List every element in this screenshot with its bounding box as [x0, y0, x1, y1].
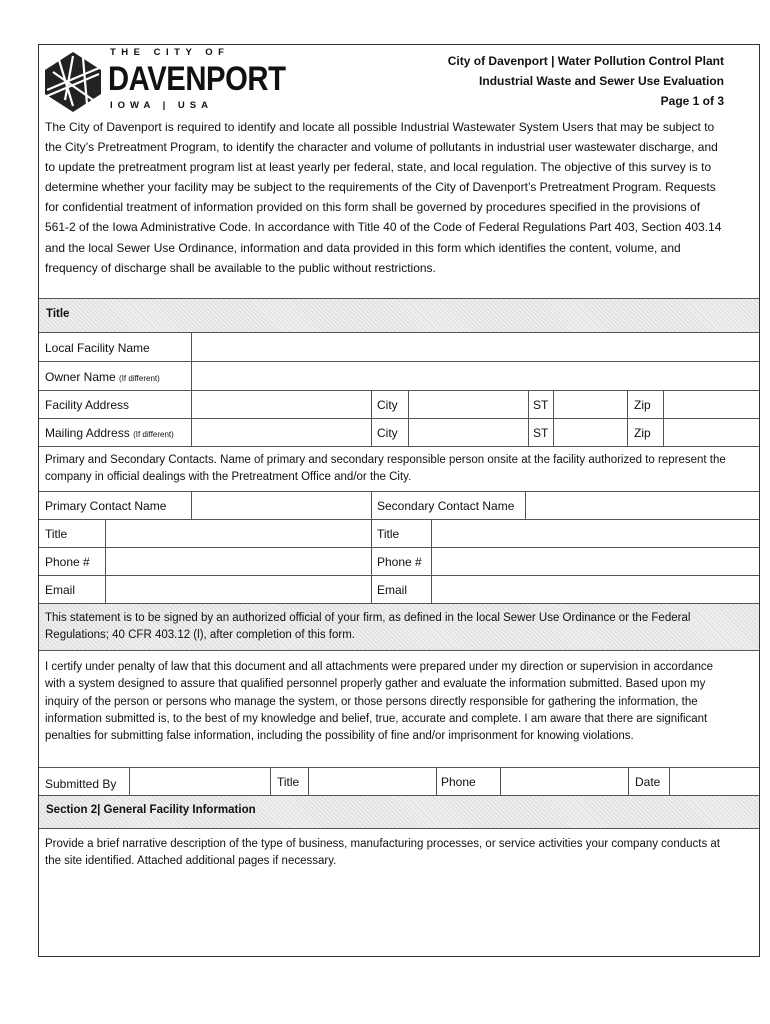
primary-title-label: Title	[45, 527, 68, 541]
primary-phone-field[interactable]	[106, 548, 370, 575]
logo-line-city-of: THE CITY OF	[110, 47, 230, 58]
owner-name-label: Owner Name (If different)	[45, 370, 160, 384]
mailing-address-label: Mailing Address (If different)	[45, 426, 174, 440]
facility-zip-field[interactable]	[664, 391, 758, 418]
signer-phone-field[interactable]	[501, 768, 627, 795]
contacts-description: Primary and Secondary Contacts. Name of primary and secondary responsible person onsite at the facility authorized to represent the company in official dealings with the Pretreatment Office and/or the City.	[45, 454, 726, 483]
secondary-email-label: Email	[377, 583, 408, 597]
intro-paragraph: The City of Davenport is required to identify and locate all possible Industrial Wastewater System Users that may be subject to the City’s Pretreatment Program, to identify the character and volume of pollutants in industrial user wastewater discharge, and to update the pretreatment program list at least yearly per federal, state, and local regulation. The objective of this survey is to determine whether your facility may be subject to the requirements of the City of Davenport’s Pretreatment Program. Requests for confidential treatment of information provided on this form shall be governed by procedures specified in the provisions of 561-2 of the Iowa Administrative Code. In accordance with Title 40 of the Code of Federal Regulations Part 403, Section 403.14 and the local Sewer Use Ordinance, information and data provided in this form which identifies the content, volume, and frequency of discharge shall be available to the public without restrictions.	[45, 120, 722, 275]
signer-title-label: Title	[277, 775, 300, 789]
section1-title: Title	[46, 308, 70, 320]
primary-contact-label: Primary Contact Name	[45, 499, 167, 513]
section2-title: Section 2| General Facility Information	[46, 804, 256, 816]
secondary-contact-label: Secondary Contact Name	[377, 499, 515, 513]
facility-st-label: ST	[533, 398, 549, 412]
facility-city-label: City	[377, 398, 398, 412]
header-title: City of Davenport | Water Pollution Control Plant	[447, 54, 724, 68]
submitted-by-field[interactable]	[130, 768, 269, 795]
business-description-field[interactable]	[40, 872, 758, 956]
primary-contact-field[interactable]	[192, 492, 370, 519]
header-subtitle: Industrial Waste and Sewer Use Evaluation	[479, 74, 724, 88]
section2-prompt: Provide a brief narrative description of the type of business, manufacturing processes, or service activities your company conducts at the site identified. Attached additional pages if necessary.	[45, 838, 720, 867]
section1-header	[39, 298, 759, 333]
primary-email-label: Email	[45, 583, 76, 597]
primary-email-field[interactable]	[106, 576, 370, 603]
secondary-email-field[interactable]	[432, 576, 758, 603]
statement-text: This statement is to be signed by an authorized official of your firm, as defined in the local Sewer Use Ordinance or the Federal Regulations; 40 CFR 403.12 (l), after completion of this form.	[45, 612, 691, 641]
submitted-by-label: Submitted By	[45, 777, 117, 791]
facility-address-field[interactable]	[192, 391, 370, 418]
local-facility-name-label: Local Facility Name	[45, 341, 150, 355]
facility-st-field[interactable]	[554, 391, 626, 418]
mailing-zip-field[interactable]	[664, 419, 758, 446]
signer-title-field[interactable]	[309, 768, 435, 795]
logo-line-iowa-usa: IOWA | USA	[110, 100, 213, 111]
facility-city-field[interactable]	[409, 391, 527, 418]
secondary-contact-field[interactable]	[526, 492, 758, 519]
secondary-phone-label: Phone #	[377, 555, 422, 569]
mailing-city-label: City	[377, 426, 398, 440]
mailing-city-field[interactable]	[409, 419, 527, 446]
secondary-title-field[interactable]	[432, 520, 758, 547]
date-label: Date	[635, 775, 661, 789]
facility-zip-label: Zip	[634, 398, 651, 412]
secondary-title-label: Title	[377, 527, 400, 541]
mailing-zip-label: Zip	[634, 426, 651, 440]
primary-phone-label: Phone #	[45, 555, 90, 569]
signer-phone-label: Phone	[441, 775, 476, 789]
mailing-address-field[interactable]	[192, 419, 370, 446]
facility-address-label: Facility Address	[45, 398, 130, 412]
mailing-st-field[interactable]	[554, 419, 626, 446]
owner-name-field[interactable]	[192, 362, 758, 390]
local-facility-name-field[interactable]	[192, 334, 758, 361]
secondary-phone-field[interactable]	[432, 548, 758, 575]
certification-text: I certify under penalty of law that this document and all attachments were prepared under my direction or supervision in accordance with a system designed to assure that qualified personnel properly gather and evaluate the information submitted. Based upon my inquiry of the person or persons who manage the system, or those persons directly responsible for gathering the information, the information submitted is, to the best of my knowledge and belief, true, accurate and complete. I am aware that there are significant penalties for submitting false information, including the possibility of fine and/or imprisonment for knowing violations.	[45, 661, 713, 743]
logo-line-davenport: DAVENPORT	[108, 60, 286, 98]
mailing-st-label: ST	[533, 426, 549, 440]
date-field[interactable]	[670, 768, 758, 795]
primary-title-field[interactable]	[106, 520, 370, 547]
page-number: Page 1 of 3	[660, 94, 724, 108]
davenport-bridge-logo-icon	[43, 50, 103, 114]
